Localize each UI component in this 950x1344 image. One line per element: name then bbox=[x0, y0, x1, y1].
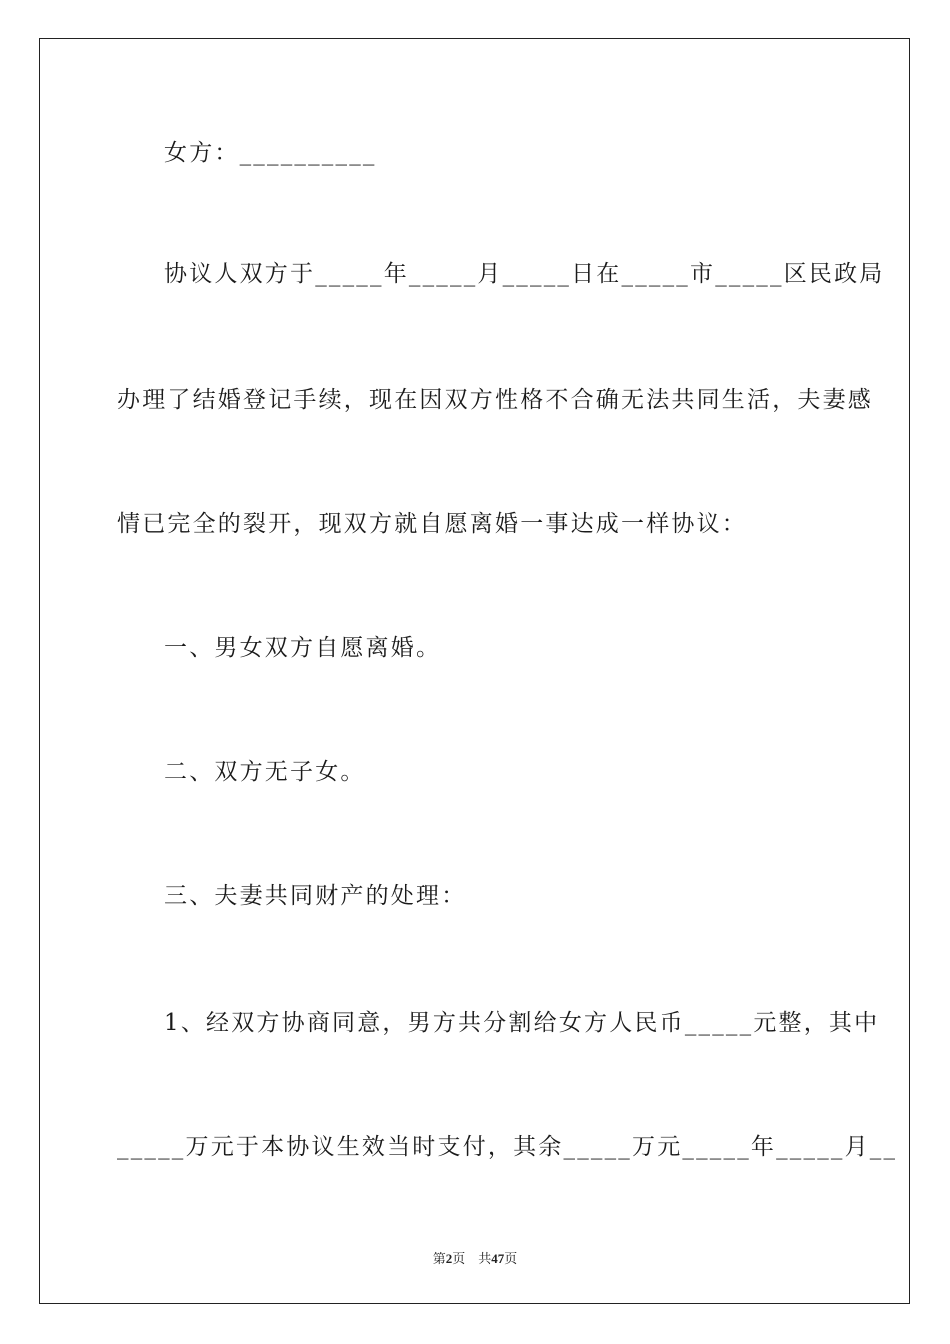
page-prefix: 第 bbox=[432, 1251, 446, 1266]
page-footer bbox=[0, 1248, 950, 1267]
total-suffix: 页 bbox=[504, 1251, 518, 1266]
page-number: 2 bbox=[445, 1251, 453, 1266]
agreement-paragraph-line-3: 情已完全的裂开，现双方就自愿离婚一事达成一样协议： bbox=[117, 511, 747, 537]
agreement-paragraph-line-2: 办理了结婚登记手续，现在因双方性格不合确无法共同生活，夫妻感 bbox=[117, 387, 873, 413]
sub-clause-one-line-1: 1、经双方协商同意，男方共分割给女方人民币_____元整，其中 bbox=[164, 1010, 880, 1036]
total-prefix: 共 bbox=[478, 1251, 492, 1266]
clause-three: 三、夫妻共同财产的处理： bbox=[164, 883, 467, 909]
female-party-line: 女方：__________ bbox=[164, 140, 377, 166]
agreement-paragraph-line-1: 协议人双方于_____年_____月_____日在_____市_____区民政局 bbox=[164, 261, 885, 287]
page-suffix: 页 bbox=[452, 1251, 466, 1266]
clause-two: 二、双方无子女。 bbox=[164, 759, 366, 785]
total-pages: 47 bbox=[491, 1251, 505, 1266]
page-frame bbox=[39, 38, 910, 1304]
clause-one: 一、男女双方自愿离婚。 bbox=[164, 635, 442, 661]
sub-clause-one-line-2: _____万元于本协议生效当时支付，其余_____万元_____年_____月__ bbox=[117, 1134, 898, 1160]
